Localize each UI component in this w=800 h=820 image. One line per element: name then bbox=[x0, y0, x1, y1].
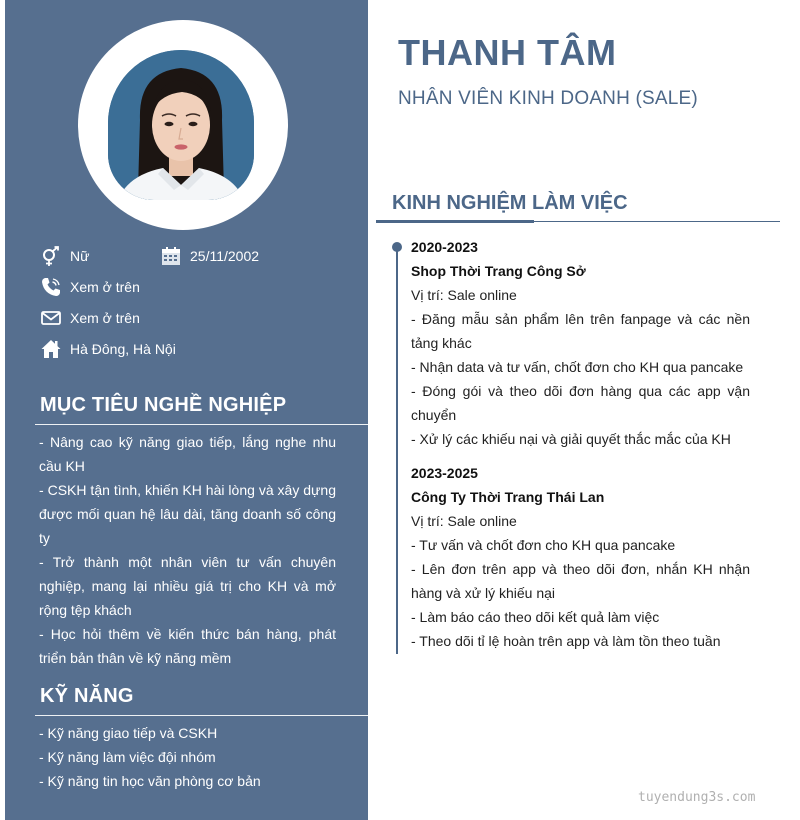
dob-value: 25/11/2002 bbox=[190, 248, 260, 264]
skill-item: - Kỹ năng làm việc đội nhóm bbox=[39, 749, 216, 765]
job-duty: - Nhận data và tư vấn, chốt đơn cho KH qua pancake bbox=[411, 359, 744, 375]
skill-item: - Kỹ năng giao tiếp và CSKH bbox=[39, 725, 218, 741]
skill-item: - Kỹ năng tin học văn phòng cơ bản bbox=[39, 773, 261, 789]
job-period: 2023-2025 bbox=[411, 465, 478, 481]
sidebar bbox=[5, 0, 368, 820]
email-value[interactable]: Xem ở trên bbox=[70, 310, 140, 326]
job-duty: - Lên đơn trên app và theo dõi đơn, nhắn KH nhận hàng và xử lý khiếu nại bbox=[411, 561, 750, 601]
timeline-line bbox=[396, 246, 398, 654]
calendar-icon bbox=[160, 246, 182, 266]
address-value: Hà Đông, Hà Nội bbox=[70, 341, 176, 357]
phone-value[interactable]: Xem ở trên bbox=[70, 279, 140, 295]
candidate-name: THANH TÂM bbox=[398, 32, 617, 73]
job-duty: - Đóng gói và theo dõi đơn hàng qua các app vận chuyển bbox=[411, 383, 750, 423]
timeline-dot bbox=[392, 242, 402, 252]
experience-divider-accent bbox=[376, 220, 534, 223]
job-duty: - Xử lý các khiếu nại và giải quyết thắc mắc của KH bbox=[411, 431, 731, 447]
avatar bbox=[108, 50, 254, 200]
objective-item: - Trở thành một nhân viên tư vấn chuyên nghiệp, mang lại nhiều giá trị cho KH và mở rộng tệp khách bbox=[39, 554, 336, 618]
candidate-role: NHÂN VIÊN KINH DOANH (SALE) bbox=[398, 88, 698, 109]
job-duty: - Đăng mẫu sản phẩm lên trên fanpage và các nền tảng khác bbox=[411, 311, 750, 351]
experience-heading: KINH NGHIỆM LÀM VIỆC bbox=[392, 192, 628, 214]
phone-info bbox=[40, 277, 140, 297]
job-company: Shop Thời Trang Công Sở bbox=[411, 263, 586, 279]
skills-list bbox=[39, 721, 339, 793]
job-position: Vị trí: Sale online bbox=[411, 513, 517, 529]
address-info bbox=[40, 339, 176, 359]
job-position: Vị trí: Sale online bbox=[411, 287, 517, 303]
objective-item: - CSKH tận tình, khiến KH hài lòng và xây dựng được mối quan hệ lâu dài, tăng doanh số công ty bbox=[39, 482, 336, 546]
gender-icon bbox=[40, 246, 62, 266]
objective-list bbox=[39, 430, 336, 670]
email-info bbox=[40, 308, 140, 328]
job-company: Công Ty Thời Trang Thái Lan bbox=[411, 489, 605, 505]
phone-icon bbox=[40, 277, 62, 297]
objective-heading: MỤC TIÊU NGHỀ NGHIỆP bbox=[40, 394, 287, 416]
home-icon bbox=[40, 339, 62, 359]
gender-value: Nữ bbox=[70, 248, 90, 264]
objective-item: - Học hỏi thêm về kiến thức bán hàng, phát triển bản thân về kỹ năng mềm bbox=[39, 626, 336, 666]
job-duty: - Theo dõi tỉ lệ hoàn trên app và làm tồn theo tuần bbox=[411, 633, 721, 649]
gender-info bbox=[40, 246, 89, 266]
job-duty: - Tư vấn và chốt đơn cho KH qua pancake bbox=[411, 537, 676, 553]
watermark: tuyendung3s.com bbox=[638, 790, 756, 805]
avatar-frame bbox=[78, 20, 288, 230]
skills-heading: KỸ NĂNG bbox=[40, 685, 134, 707]
objective-item: - Nâng cao kỹ năng giao tiếp, lắng nghe nhu cầu KH bbox=[39, 434, 336, 474]
dob-info bbox=[160, 246, 259, 266]
objective-divider bbox=[35, 424, 368, 425]
envelope-icon bbox=[40, 308, 62, 328]
experience-job bbox=[411, 235, 750, 451]
skills-divider bbox=[35, 715, 368, 716]
job-period: 2020-2023 bbox=[411, 239, 478, 255]
experience-job bbox=[411, 461, 750, 653]
job-duty: - Làm báo cáo theo dõi kết quả làm việc bbox=[411, 609, 660, 625]
